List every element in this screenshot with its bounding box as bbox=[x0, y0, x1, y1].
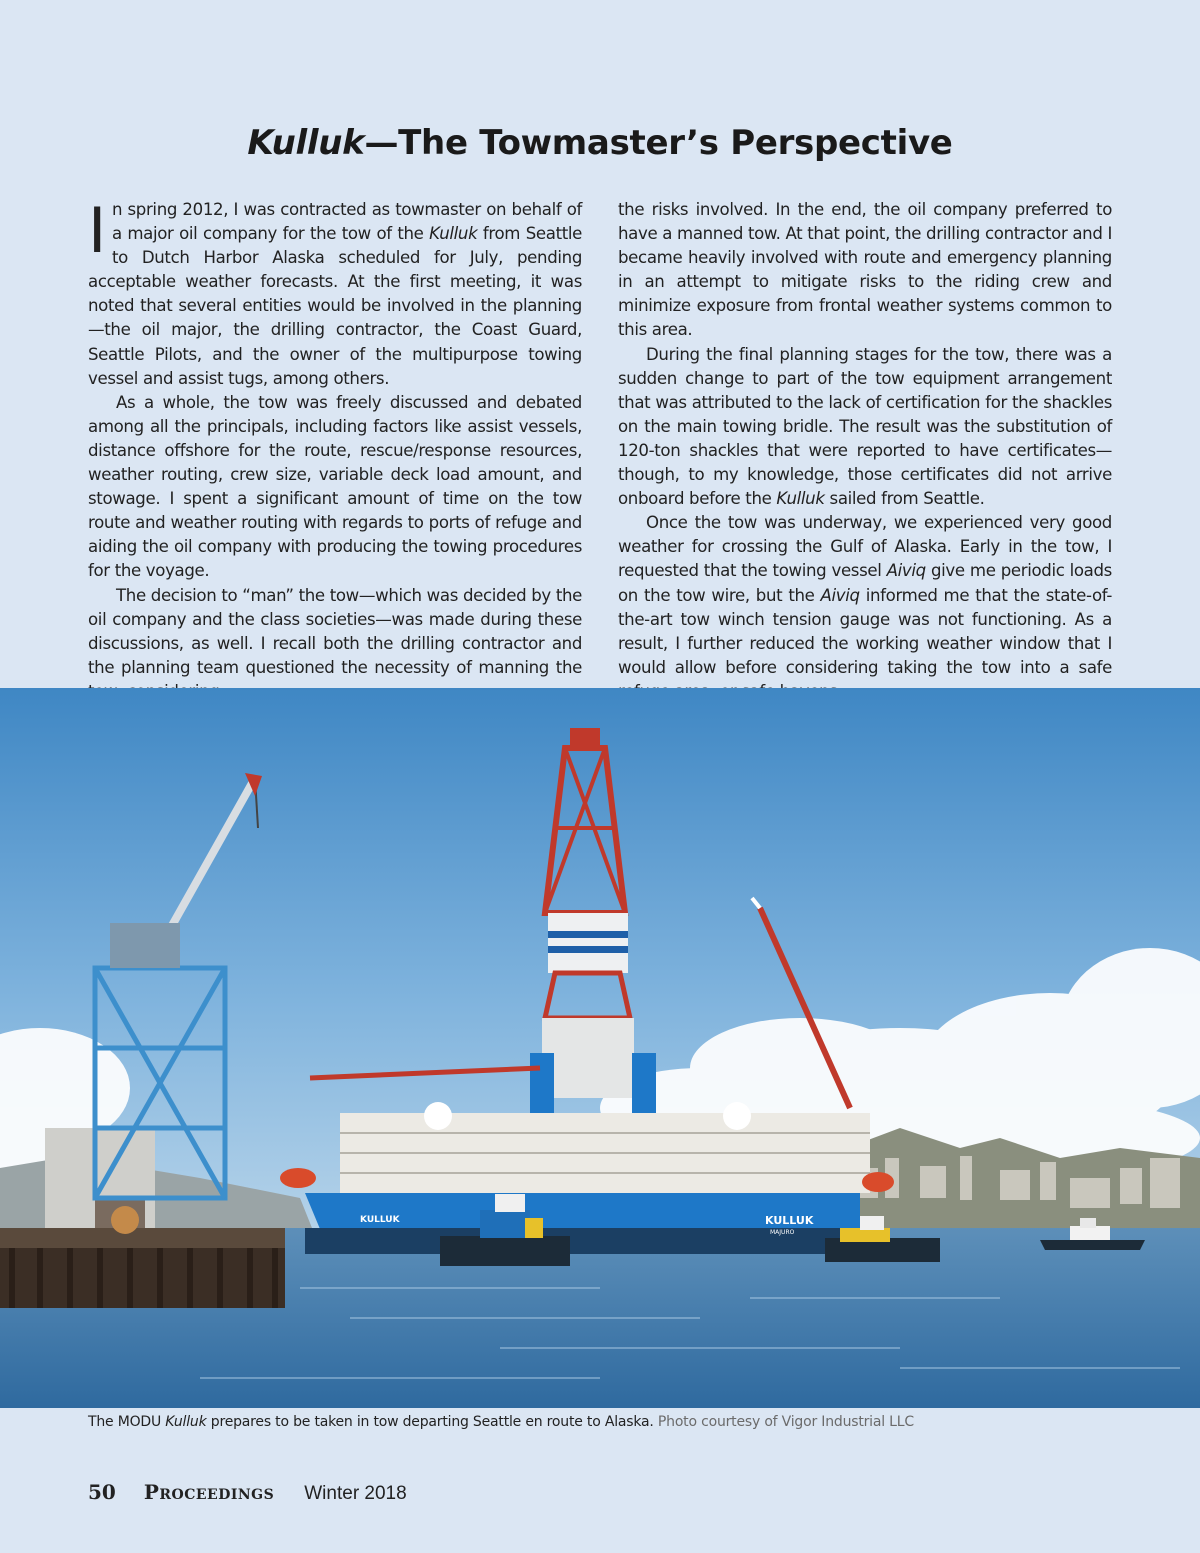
paragraph-text: informed me that the state-of-the-art tow winch tension gauge was not functioning. As a result, I further reduced the working weather window that I would allow before considering taking the tow into a safe bbox=[618, 585, 1112, 677]
magazine-name: Proceedings bbox=[143, 1480, 275, 1504]
paragraph-text: from Seattle to Dutch Harbor Alaska scheduled for July, pending acceptable weather forecasts. At the first meeting, it was noted that several entities would be involved in the planning—the oil major, the drilling contractor, the Coast Guard, Seattle Pilots, and the owner of the multipurpose towing vessel and assist tugs, among others. bbox=[88, 224, 583, 388]
paragraph-text: give me periodic loads on the tow wire, but the bbox=[618, 561, 1112, 605]
crane-cab bbox=[110, 923, 180, 968]
vessel-name: Kulluk bbox=[776, 489, 825, 509]
page-number: 50 bbox=[88, 1480, 116, 1504]
hull-port-label: MAJURO bbox=[770, 1229, 795, 1236]
page-footer bbox=[88, 1480, 407, 1510]
hull-label-right: KULLUK bbox=[765, 1214, 814, 1227]
paragraph-5 bbox=[618, 343, 1112, 512]
paragraph-text: During the final planning stages for the tow, there was a sudden change to part of the tow equipment arrangement that was attributed to the lack of certification for the shackles on the main towing bridle. The result was the substitution of 120-ton shackles that were reported to have certificates—though, to my knowledge, those certificates did not arrive onboard before the bbox=[618, 344, 1112, 509]
issue-date: Winter 2018 bbox=[304, 1483, 407, 1504]
photo-caption bbox=[88, 1414, 914, 1430]
left-column bbox=[88, 194, 583, 704]
vessel-name: Kulluk bbox=[165, 1414, 207, 1430]
paragraph-text: sailed from Seattle. bbox=[824, 489, 985, 509]
article-title bbox=[0, 123, 1200, 163]
drop-cap: I bbox=[88, 194, 106, 267]
paragraph-2: As a whole, the tow was freely discussed and debated among all the principals, including factors like assist vessels, distance offshore for the route, rescue/response resources, weather routing, crew size, variable deck load amount, and stowage. I spent a significant amount of time on the tow route and weather routing with regards to ports of refuge and aiding the oil company with producing the towing procedures for the voyage. bbox=[88, 392, 582, 581]
kulluk-photo bbox=[0, 688, 1200, 1408]
photo-credit: Photo courtesy of Vigor Industrial LLC bbox=[653, 1414, 914, 1430]
title-rest: —The Towmaster’s Perspective bbox=[364, 122, 953, 163]
paragraph-text: n spring 2012, I was contracted as towmaster on behalf of a major oil company for the tow of the bbox=[111, 200, 582, 244]
vessel-name: Aiviq bbox=[820, 585, 860, 605]
vessel-name: Kulluk bbox=[429, 224, 478, 244]
hull-label-left: KULLUK bbox=[360, 1215, 400, 1225]
vessel-name: Aiviq bbox=[886, 561, 926, 581]
right-column bbox=[618, 198, 1112, 704]
paragraph-3: The decision to “man” the tow—which was decided by the oil company and the class societies—was made during these discussions, as well. I recall both the drilling contractor and the planning team questioned the necessity of manning the bbox=[88, 585, 582, 677]
paragraph-4: the risks involved. In the end, the oil company preferred to have a manned tow. At that point, the drilling contractor and I became heavily involved with route and emergency planning in an attempt to mitigate risks to the riding crew and minimize exposure from frontal weather systems common to this area. bbox=[618, 200, 1112, 340]
caption-text: The MODU bbox=[88, 1414, 166, 1430]
paragraph-6 bbox=[618, 511, 1112, 704]
paragraph-1 bbox=[88, 194, 583, 391]
paragraph-text: Once the tow was underway, we experienced very good weather for crossing the Gulf of Alaska. Early in the tow, I requested that the towing vessel bbox=[618, 513, 1112, 581]
caption-text: prepares to be taken in tow departing Seattle en route to Alaska. bbox=[206, 1414, 654, 1430]
title-italic: Kulluk bbox=[247, 122, 365, 163]
